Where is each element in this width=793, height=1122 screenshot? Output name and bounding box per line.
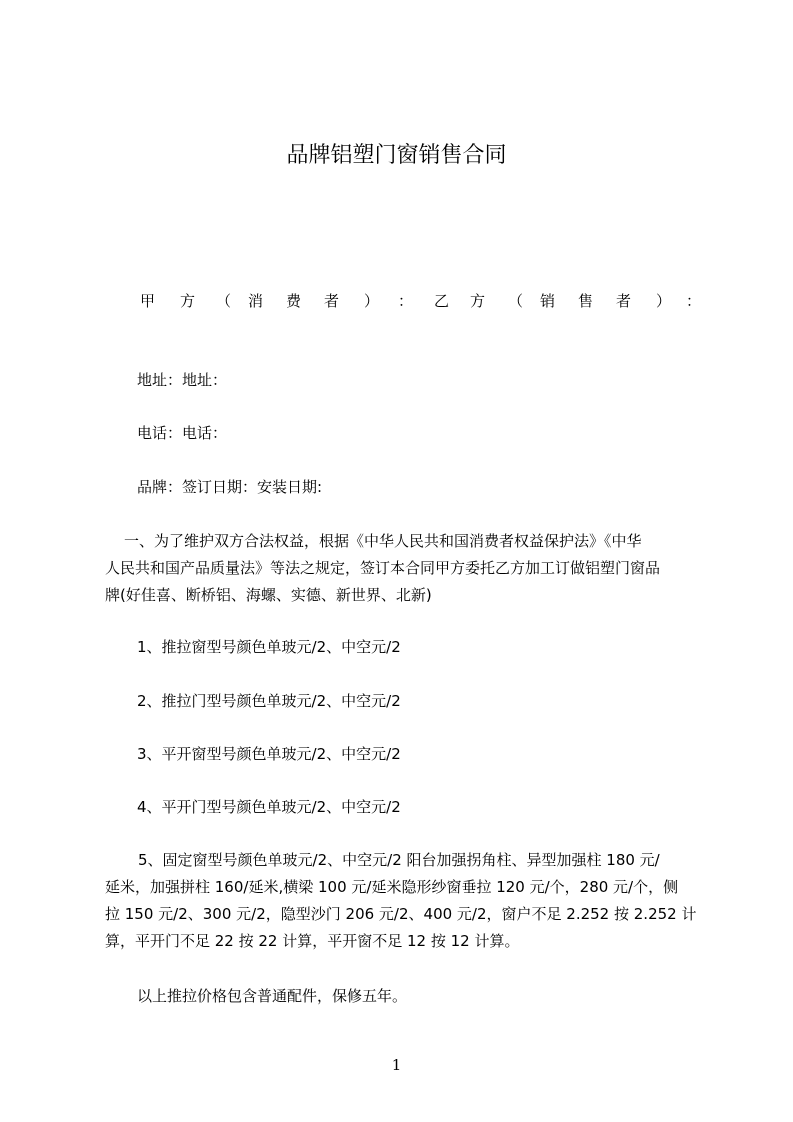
- item5-line: 拉 150 元/2、300 元/2，隐型沙门 206 元/2、400 元/2，窗户不足 2.252 按 2.252 计: [105, 905, 697, 923]
- item-line: 1、推拉窗型号颜色单玻元/2、中空元/2: [137, 638, 401, 656]
- parties-char: （: [216, 292, 232, 310]
- item-line: 3、平开窗型号颜色单玻元/2、中空元/2: [137, 745, 401, 763]
- parties-line: [110, 288, 702, 314]
- parties-char: 销: [540, 292, 556, 310]
- intro-line: 一、为了维护双方合法权益，根据《中华人民共和国消费者权益保护法》《中华: [124, 532, 642, 550]
- address-line: 地址：地址：: [137, 371, 228, 389]
- item5-paragraph: [105, 847, 697, 955]
- parties-char: ：: [398, 292, 414, 310]
- page-number: 1: [391, 1056, 402, 1074]
- parties-char: 消: [248, 292, 264, 310]
- item-line: 4、平开门型号颜色单玻元/2、中空元/2: [137, 798, 401, 816]
- item5-line: 5、固定窗型号颜色单玻元/2、中空元/2 阳台加强拐角柱、异型加强柱 180 元/: [138, 851, 660, 869]
- parties-char: 乙: [434, 292, 450, 310]
- item5-line: 算，平开门不足 22 按 22 计算，平开窗不足 12 按 12 计算。: [105, 932, 520, 950]
- parties-char: 方: [180, 292, 196, 310]
- parties-char: 方: [470, 292, 486, 310]
- intro-paragraph: [105, 528, 697, 609]
- brand-line: 品牌：签订日期：安装日期:: [137, 478, 323, 496]
- parties-char: 甲: [140, 292, 156, 310]
- parties-char: ）: [656, 292, 672, 310]
- phone-line: 电话：电话：: [137, 424, 228, 442]
- item-line: 2、推拉门型号颜色单玻元/2、中空元/2: [137, 692, 401, 710]
- parties-char: 者: [324, 292, 340, 310]
- intro-line: 牌(好佳喜、断桥铝、海螺、实德、新世界、北新): [105, 586, 432, 604]
- intro-line: 人民共和国产品质量法》等法之规定，签订本合同甲方委托乙方加工订做铝塑门窗品: [105, 559, 661, 577]
- parties-char: 者: [616, 292, 632, 310]
- item5-line: 延米，加强拼柱 160/延米,横梁 100 元/延米隐形纱窗垂拉 120 元/个，280 元/个，侧: [105, 878, 679, 896]
- parties-char: 售: [578, 292, 594, 310]
- parties-char: ：: [686, 292, 702, 310]
- page-title: 品牌铝塑门窗销售合同: [286, 143, 507, 168]
- parties-char: ）: [364, 292, 380, 310]
- closing-line: 以上推拉价格包含普通配件，保修五年。: [137, 987, 408, 1005]
- parties-char: 费: [286, 292, 302, 310]
- parties-char: （: [508, 292, 524, 310]
